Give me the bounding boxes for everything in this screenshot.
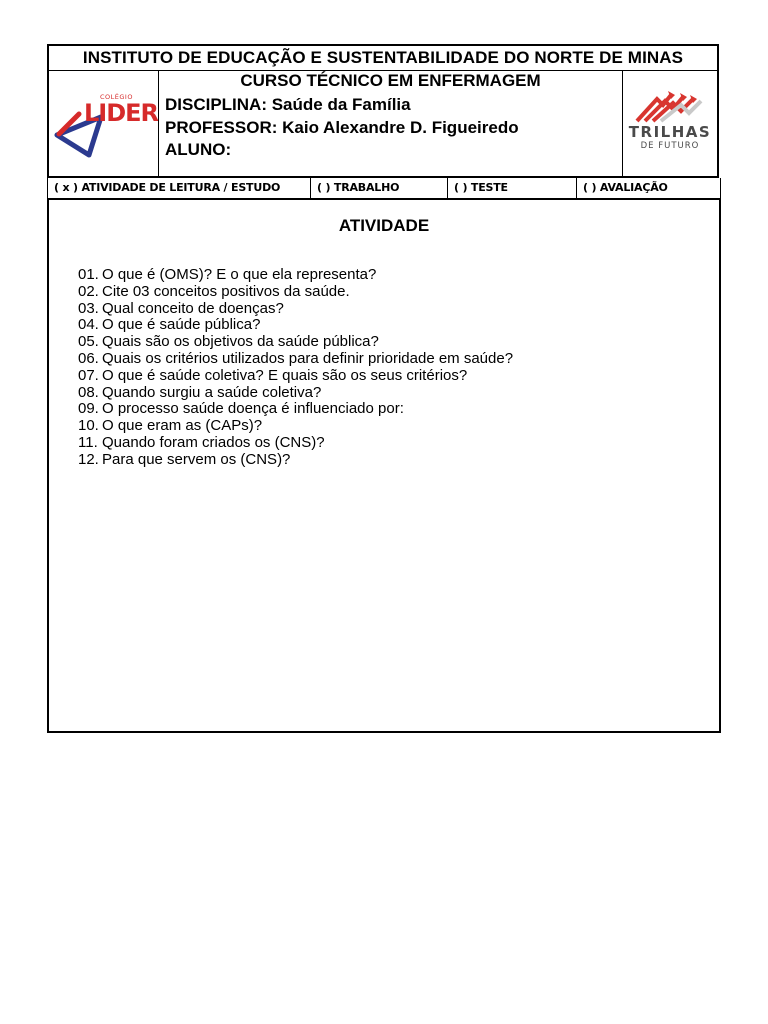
- question-number: 01.: [78, 266, 99, 283]
- list-item: [78, 351, 513, 368]
- list-item: [78, 385, 513, 402]
- lider-logo-small: COLÉGIO: [100, 93, 133, 101]
- list-item: [78, 267, 513, 284]
- header-row: [49, 71, 717, 176]
- question-text: Quando foram criados os (CNS)?: [102, 433, 325, 451]
- question-number: 04.: [78, 316, 99, 334]
- list-item: [78, 334, 513, 351]
- lider-logo-icon: [49, 71, 158, 176]
- question-text: O que é (OMS)? E o que ela representa?: [102, 266, 377, 283]
- course-info: [159, 71, 623, 176]
- question-text: Para que servem os (CNS)?: [102, 450, 291, 468]
- question-number: 05.: [78, 333, 99, 351]
- activity-body: [47, 199, 721, 733]
- discipline-line: DISCIPLINA: Saúde da Família: [165, 95, 411, 114]
- trilhas-arrows-icon: [623, 71, 717, 176]
- list-item: [78, 452, 513, 469]
- question-text: Quais os critérios utilizados para definir prioridade em saúde?: [102, 349, 514, 367]
- lider-logo-name: LIDER: [84, 99, 158, 127]
- trilhas-logo-line1: TRILHAS: [628, 123, 712, 141]
- course-title: CURSO TÉCNICO EM ENFERMAGEM: [240, 71, 541, 90]
- header-table: [47, 44, 719, 178]
- activity-type-leitura-checkbox[interactable]: ( x ) ATIVIDADE DE LEITURA / ESTUDO: [48, 178, 311, 198]
- question-number: 08.: [78, 383, 99, 401]
- question-text: Qual conceito de doenças?: [102, 299, 284, 317]
- question-number: 06.: [78, 349, 99, 367]
- question-text: O que eram as (CAPs)?: [102, 417, 263, 435]
- question-text: O que é saúde coletiva? E quais são os seus critérios?: [102, 366, 468, 384]
- list-item: [78, 435, 513, 452]
- student-line: ALUNO:: [165, 140, 232, 159]
- activity-type-row: [47, 178, 721, 199]
- colegio-lider-logo: [49, 71, 159, 176]
- list-item: [78, 317, 513, 334]
- activity-title: ATIVIDADE: [338, 216, 430, 235]
- institute-name: INSTITUTO DE EDUCAÇÃO E SUSTENTABILIDADE DO NORTE DE MINAS: [49, 46, 717, 71]
- activity-sheet: [47, 44, 720, 733]
- question-text: Quando surgiu a saúde coletiva?: [102, 383, 322, 401]
- question-text: Quais são os objetivos da saúde pública?: [102, 333, 379, 351]
- activity-type-trabalho-checkbox[interactable]: ( ) TRABALHO: [311, 178, 448, 198]
- trilhas-logo-line2: DE FUTURO: [640, 141, 700, 151]
- list-item: [78, 368, 513, 385]
- list-item: [78, 284, 513, 301]
- question-number: 07.: [78, 366, 99, 384]
- question-number: 12.: [78, 450, 99, 468]
- professor-line: PROFESSOR: Kaio Alexandre D. Figueiredo: [165, 117, 519, 137]
- activity-type-teste-checkbox[interactable]: ( ) TESTE: [448, 178, 577, 198]
- question-number: 02.: [78, 282, 99, 300]
- question-number: 10.: [78, 417, 99, 435]
- question-list: [78, 267, 513, 469]
- question-number: 11.: [78, 433, 98, 451]
- list-item: [78, 418, 513, 435]
- activity-type-avaliacao-checkbox[interactable]: ( ) AVALIAÇÃO: [583, 181, 668, 194]
- question-number: 03.: [78, 299, 99, 317]
- list-item: [78, 301, 513, 318]
- question-number: 09.: [78, 400, 99, 418]
- list-item: [78, 401, 513, 418]
- question-text: O processo saúde doença é influenciado por:: [102, 400, 404, 418]
- question-text: O que é saúde pública?: [102, 316, 261, 334]
- trilhas-de-futuro-logo: [623, 71, 717, 176]
- question-text: Cite 03 conceitos positivos da saúde.: [102, 282, 350, 300]
